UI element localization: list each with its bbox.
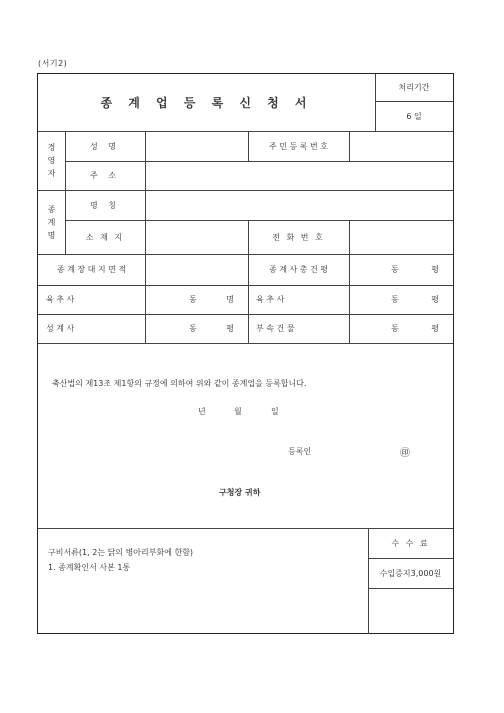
breeding-house-label-2: 육 추 사 [256,295,285,304]
recipient-line: 구청장 귀하 [219,488,261,497]
required-document-item-1: 1. 종계확인서 사본 1통 [48,563,131,572]
date-day-label: 일 [271,407,279,416]
annex-building-label: 부 속 건 물 [256,324,295,333]
farm-name-label: 명 칭 [90,200,120,210]
owner-name-field[interactable] [145,131,248,161]
date-month-label: 월 [234,407,242,416]
farm-group-label: 종 계 명 [47,204,56,240]
owner-address-label: 주 소 [90,171,120,180]
annex-building-field[interactable] [349,314,453,343]
unit-dong: 동 [189,324,197,333]
unit-dong: 동 [391,324,399,333]
declaration-text: 축산법의 제13조 제1항의 규정에 의하여 위와 같이 종계업을 등록합니다. [52,379,307,388]
fee-value: 수입증지3,000원 [379,568,442,578]
laying-house-field[interactable] [145,314,248,343]
seal-mark: ㊞ [400,448,410,459]
unit-dong: 동 [391,295,399,304]
unit-dong: 동 [391,265,399,274]
owner-id-label: 주 민 등 록 번 호 [268,141,329,151]
laying-house-label: 성 계 사 [46,324,75,333]
line-laying-bottom [38,343,453,344]
processing-period-label: 처리기간 [398,83,430,92]
breeding-house-field[interactable] [145,285,248,314]
unit-pyeong: 평 [431,265,439,274]
farm-phone-field[interactable] [349,220,453,254]
owner-address-field[interactable] [145,161,453,190]
owner-name-label: 성 명 [90,141,120,151]
unit-pyeong: 평 [431,295,439,304]
form-number: (서기2) [38,59,68,68]
unit-pyeong: 평 [431,324,439,333]
site-area-field[interactable] [145,254,248,285]
form-title: 종 계 업 등 록 신 청 서 [100,96,313,110]
breeding-house-field-2[interactable] [349,285,453,314]
unit-myeong: 명 [226,295,234,304]
owner-group-label: 경 영 자 [47,143,56,178]
line-fee-bottom [368,588,453,589]
total-building-label: 종 계 사 총 건 평 [268,265,329,274]
fee-label: 수 수 료 [391,538,430,548]
registrant-label: 등록인 [288,447,312,456]
required-documents-heading: 구비서류(1, 2는 닭의 병아리부화에 한함) [48,548,194,557]
date-year-label: 년 [198,407,206,416]
breeding-house-label: 육 추 사 [46,295,75,304]
total-building-field[interactable] [349,254,453,285]
farm-phone-label: 전 화 번 호 [272,232,325,242]
farm-location-label: 소 재 지 [85,232,125,242]
farm-name-field[interactable] [145,190,453,220]
unit-dong: 동 [189,295,197,304]
farm-location-field[interactable] [145,220,248,254]
registration-form [37,73,454,634]
unit-pyeong: 평 [226,324,234,333]
owner-id-field[interactable] [349,131,453,161]
site-area-label: 종 계 장 대 지 면 적 [56,265,127,274]
processing-period-value: 6 일 [406,111,422,121]
